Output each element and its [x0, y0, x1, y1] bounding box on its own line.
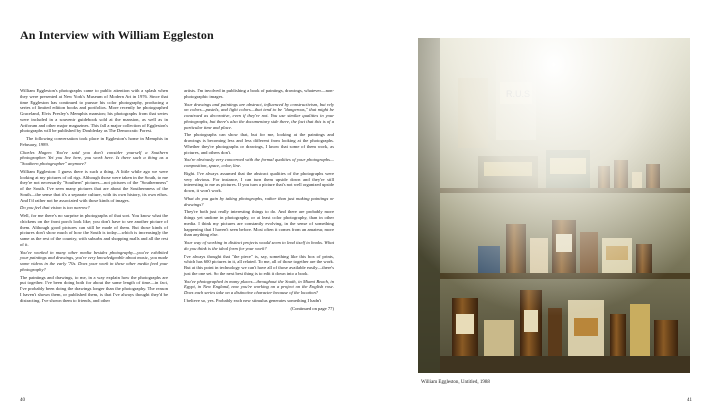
page-number-left: 40: [20, 398, 25, 403]
answer: William Eggleston: I guess there is such a thing. A little while ago we were looking at my pictures of oil rigs. Although those were taken in the South, to me they're not necessarily "Southern" pictures—not pictures of the "Southernness" of the South. I've seen many pictures that are about the Southernness of the South—the sense that it's a separate culture, with its own history, its own ethos. And I'd rather not be associated with those kinds of images.: [20, 168, 168, 203]
answer: The paintings and drawings, to me, in a way explain how the photographs are put together. I've been doing both for about the same length of time—in fact, I've probably been doing the drawings longer than the photography. The reason I haven't shown them, or published them, is that I've always thought they'd be distracting. I've shown them to friends, and other: [20, 274, 168, 303]
page-number-right: 41: [687, 398, 692, 403]
answer: Right. I've always assumed that the abstract qualities of the photographs were very obvious. For instance, I can turn them upside down and they're still interesting to me as pictures. If you turn a picture that's not well organized upside down, it won't work.: [184, 170, 334, 193]
text-column-left: [20, 88, 168, 305]
answer: The photographs can show that, but for me, looking at the paintings and drawings is becoming less and less different from looking at the photographs. Whether they're photographs or drawings, I know that some of them work, as pictures, and others don't.: [184, 132, 334, 155]
question: What do you gain by taking photographs, rather than just making paintings or drawings?: [184, 195, 334, 207]
answer: I believe so, yes. Probably each new stimulus generates something I hadn't: [184, 297, 322, 303]
answer: I've always thought that "the piece" is, say, something like this box of prints, which has 600 pictures in it, all related. To me, all of those together are the work. But at this point in technology we can't have all of those available easily—there's just the one set. So the next best thing is to edit it down into a book.: [184, 253, 334, 276]
intro-paragraph: William Eggleston's photographs came to public attention with a splash when they were presented at New York's Museum of Modern Art in 1976. Since that time Eggleston has continued to pursue his color photography, producing a series of limited edition books and portfolios. More recently he photographed Graceland, Elvis Presley's Memphis mansion; his photographs from that series were included in a souvenir guidebook sold at the mansion, as well as in Artforum and other major magazines. This fall a major collection of Eggleston's photographs will be published by Doubleday as The Democratic Forest.: [20, 88, 168, 134]
continued-note: (Continued on page 77): [290, 305, 334, 311]
article-title: An Interview with William Eggleston: [20, 28, 214, 42]
question: You've photographed in many places—throughout the South, in Miami Beach, in Egypt, in New England, now you're working on a project on the English rose. Does each series take on a distinctive character because of the location?: [184, 278, 334, 295]
photograph: [418, 38, 690, 373]
question: Your drawings and paintings are abstract, influenced by constructivism, but rely on colors—pastels, and light colors—that tend to be "dangerous," that might be construed as decorative, even if they're not. You use similar qualities in your photographs, but there's also the documentary side there, the fact that this is of a particular time and place.: [184, 101, 334, 130]
question: Charles Hagen: You've said you don't consider yourself a Southern photographer. Yet you live here, you work here. Is there such a thing as a "Southern photographer" anymore?: [20, 149, 168, 166]
text-column-middle: [184, 88, 334, 311]
answer: Well, for me there's no surprise in photographs of that sort. You know what the chickens on the front porch look like; you don't have to see another picture of them. Although good pictures can still be made of them. But those kinds of pictures don't show much of how the South is today—which is increasingly the same as the rest of the country, with suburbs and shopping malls and all the rest of it.: [20, 213, 168, 247]
question: You've worked in many other media besides photography—you've exhibited your paintings and drawings, you're very knowledgeable about music, you made some videos in the early '70s. Does your work in these other media feed your photography?: [20, 249, 168, 272]
question: Do you feel that vision is too narrow?: [20, 205, 90, 211]
answer: They're both just really interesting things to do. And there are probably more things yet undone in photography, or at least color photography, than in other media. I think my pictures are constantly evolving, in the sense of something happening that I haven't seen before. Most often it comes from an amateur, more than anything else.: [184, 209, 334, 238]
intro-note: The following conversation took place in Eggleston's home in Memphis in February, 1989.: [20, 136, 168, 147]
question: You're obviously very concerned with the formal qualities of your photographs—composition, space, color, line.: [184, 157, 334, 168]
question: Your way of working in distinct projects would seem to lend itself to books. What do you think is the ideal form for your work?: [184, 240, 334, 251]
answer: artists. I'm involved in publishing a book of paintings, drawings, whatever—non-photographic images.: [184, 88, 334, 99]
photograph-image: [418, 38, 690, 373]
photo-caption: William Eggleston, Untitled, 1988: [421, 380, 490, 385]
